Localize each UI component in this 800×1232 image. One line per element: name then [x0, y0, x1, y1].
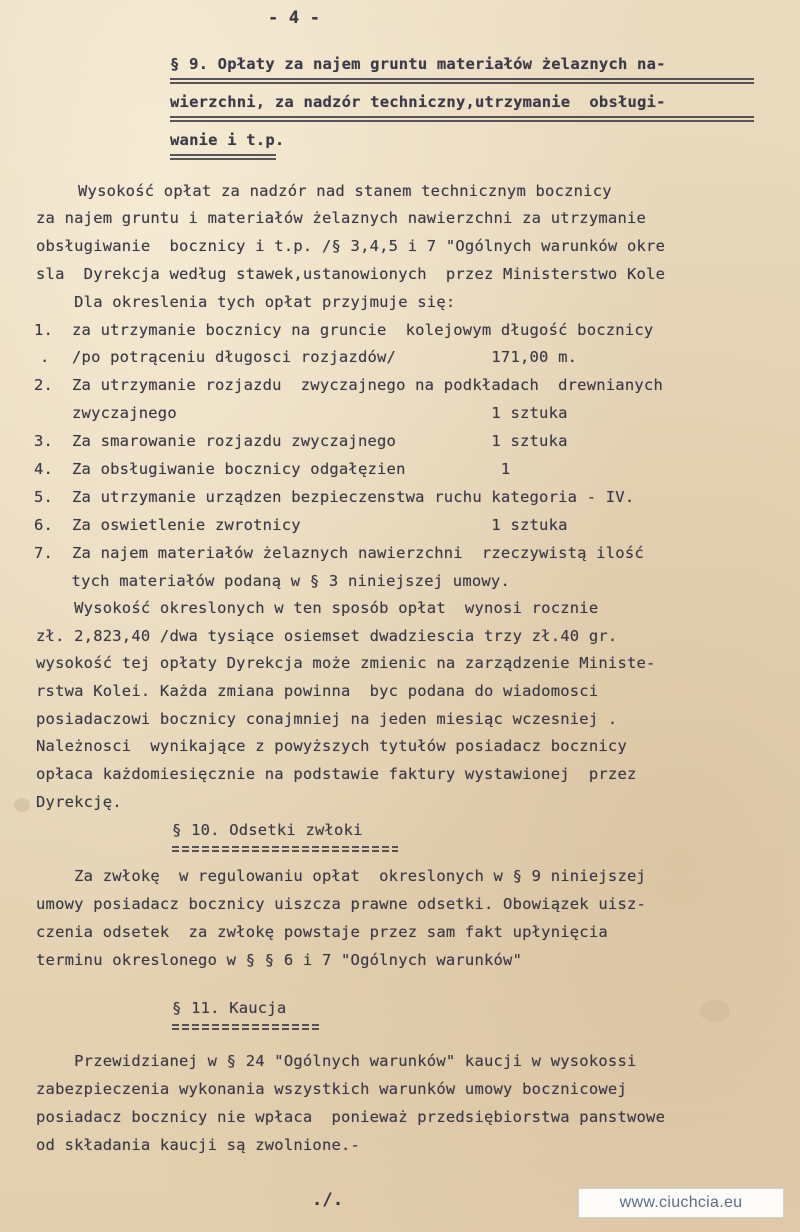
continuation-mark: ./. [312, 1190, 344, 1210]
paper-stain [14, 798, 30, 812]
title-underline [170, 78, 754, 80]
text-line: od składania kaucji są zwolnione.- [36, 1136, 361, 1154]
item-text: /po potrąceniu długosci rozjazdów/ 171,00 m. [72, 348, 578, 366]
text-line: opłaca każdomiesięcznie na podstawie faktury wystawionej przez [36, 765, 637, 783]
text-line: za najem gruntu i materiałów żelaznych nawierzchni za utrzymanie [36, 209, 647, 227]
item-text: Za najem materiałów żelaznych nawierzchni rzeczywistą ilość [72, 544, 644, 562]
text-line: czenia odsetek za zwłokę powstaje przez sam fakt upłynięcia [36, 923, 608, 941]
item-number: 5. [34, 488, 54, 506]
text-line: umowy posiadacz bocznicy uiszcza prawne odsetki. Obowiązek uisz- [36, 895, 647, 913]
text-line: zabezpieczenia wykonania wszystkich warunków umowy bocznicowej [36, 1080, 627, 1098]
item-text: Za utrzymanie rozjazdu zwyczajnego na podkładach drewnianych [72, 376, 663, 394]
page-number: - 4 - [268, 8, 321, 28]
title-underline [170, 82, 754, 84]
text-line: posiadacz bocznicy nie wpłaca ponieważ przedsiębiorstwa panstwowe [36, 1108, 666, 1126]
item-number: . [40, 348, 50, 366]
text-line: Wysokość okreslonych w ten sposób opłat wynosi rocznie [36, 599, 599, 617]
item-number: 7. [34, 544, 54, 562]
section-title: § 11. Kaucja [172, 999, 287, 1017]
item-number: 4. [34, 460, 54, 478]
item-text: za utrzymanie bocznicy na gruncie kolejowym długość bocznicy [72, 321, 654, 339]
section-title-line: § 9. Opłaty za najem gruntu materiałów żelaznych na- [170, 55, 666, 73]
item-number: 6. [34, 516, 54, 534]
text-line: Przewidzianej w § 24 "Ogólnych warunków" kaucji w wysokossi [36, 1052, 637, 1070]
item-text: Za oswietlenie zwrotnicy 1 sztuka [72, 516, 568, 534]
title-underline [170, 158, 276, 160]
item-text: Za smarowanie rozjazdu zwyczajnego 1 sztuka [72, 432, 568, 450]
title-underline [172, 846, 398, 852]
title-underline [172, 1024, 320, 1030]
text-line: Należnosci wynikające z powyższych tytułów posiadacz bocznicy [36, 737, 627, 755]
item-text: tych materiałów podaną w § 3 niniejszej umowy. [62, 572, 510, 590]
paper-stain [700, 1000, 730, 1022]
text-line: Dyrekcję. [36, 793, 122, 811]
section-title-line: wanie i t.p. [170, 131, 285, 149]
title-underline [170, 120, 754, 122]
item-number: 3. [34, 432, 54, 450]
text-line: wysokość tej opłaty Dyrekcja może zmienic na zarządzenie Ministe- [36, 654, 656, 672]
section-title: § 10. Odsetki zwłoki [172, 821, 363, 839]
text-line: posiadaczowi bocznicy conajmniej na jeden miesiąc wczesniej . [36, 710, 618, 728]
item-number: 2. [34, 376, 54, 394]
text-line: rstwa Kolei. Każda zmiana powinna byc podana do wiadomosci [36, 682, 599, 700]
item-number: 1. [34, 321, 54, 339]
item-text: Za obsługiwanie bocznicy odgałęzien 1 [72, 460, 511, 478]
title-underline [170, 116, 754, 118]
text-line: zł. 2,823,40 /dwa tysiące osiemset dwadziescia trzy zł.40 gr. [36, 627, 618, 645]
text-line: terminu okreslonego w § § 6 i 7 "Ogólnych warunków" [36, 951, 523, 969]
item-text: Za utrzymanie urządzen bezpieczenstwa ruchu kategoria - IV. [72, 488, 635, 506]
text-line: Wysokość opłat za nadzór nad stanem technicznym bocznicy [78, 182, 612, 200]
text-line: obsługiwanie bocznicy i t.p. /§ 3,4,5 i 7 "Ogólnych warunków okre [36, 237, 666, 255]
section-title-line: wierzchni, za nadzór techniczny,utrzymanie obsługi- [170, 93, 666, 111]
website-watermark: www.ciuchcia.eu [578, 1188, 784, 1218]
title-underline [170, 154, 276, 156]
text-line: Dla okreslenia tych opłat przyjmuje się: [36, 293, 456, 311]
item-text: zwyczajnego 1 sztuka [72, 404, 568, 422]
text-line: Za zwłokę w regulowaniu opłat okreslonych w § 9 niniejszej [36, 867, 647, 885]
text-line: sla Dyrekcja według stawek,ustanowionych przez Ministerstwo Kole [36, 265, 666, 283]
